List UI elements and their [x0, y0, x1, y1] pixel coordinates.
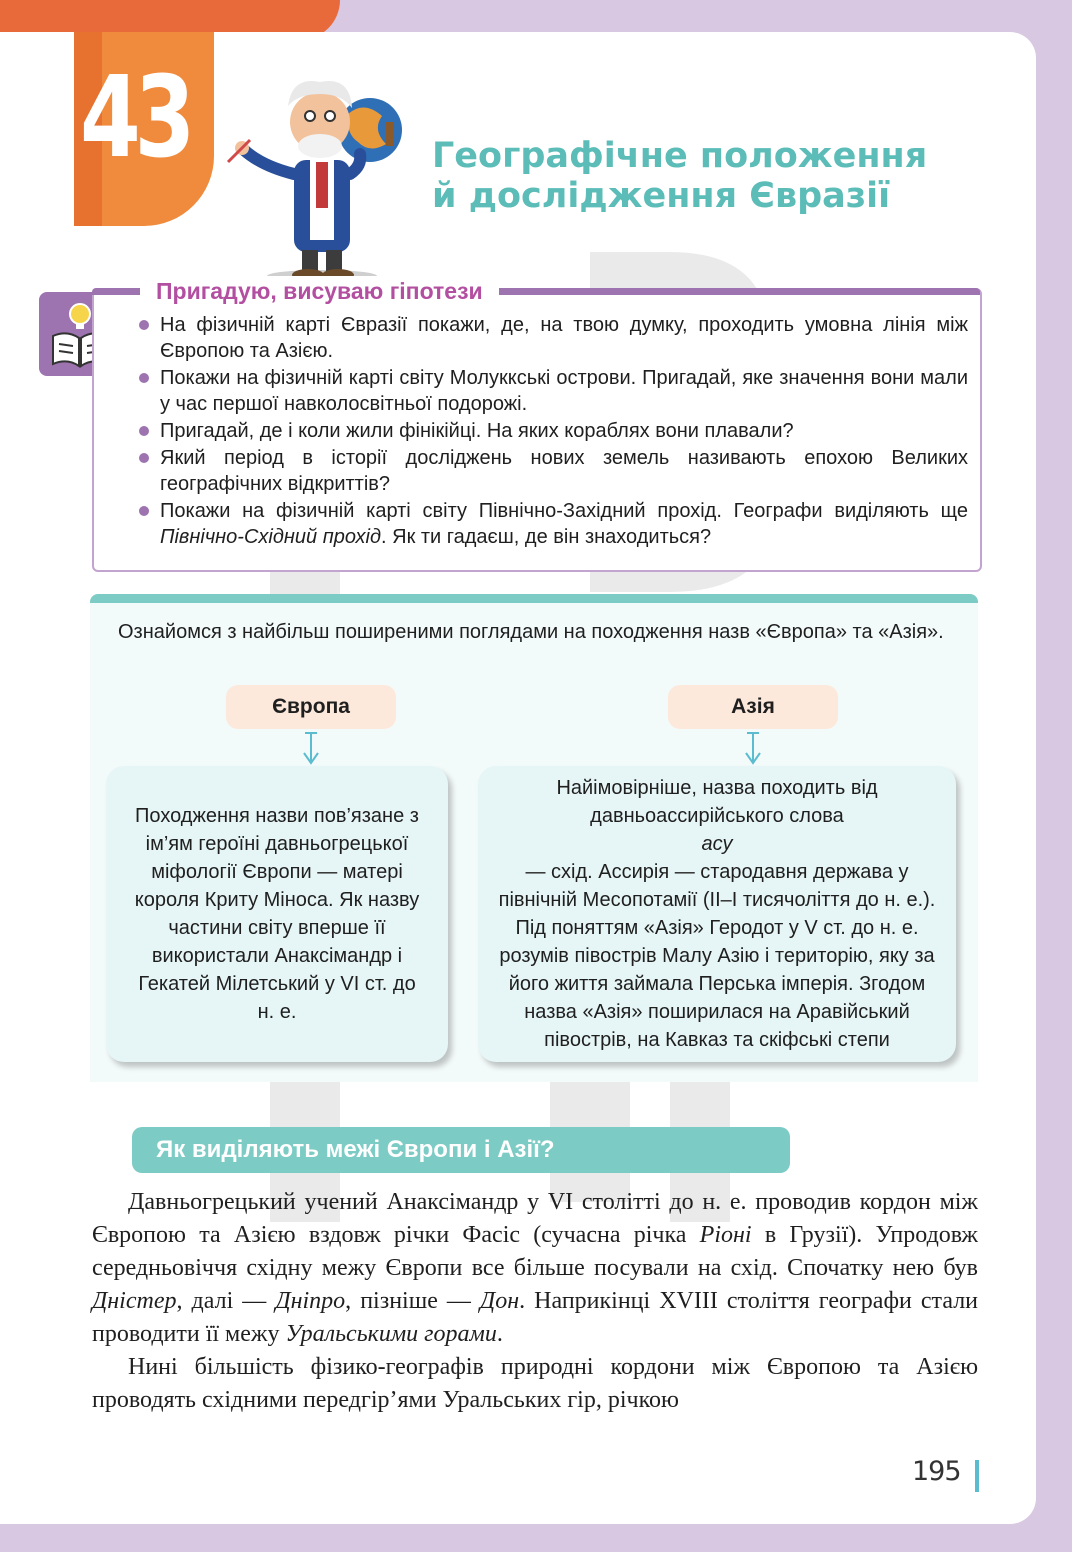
text-run: . Наприкінці XVIII століття географи стали проводити її межу	[92, 1288, 979, 1347]
professor-mascot	[222, 70, 422, 285]
list-item: Який період в історії досліджень нових земель називають епохою Великих географічних відкриттів?	[138, 445, 968, 497]
page-number-bar	[975, 1460, 979, 1492]
list-item: Пригадай, де і коли жили фінікійці. На яких кораблях вони плавали?	[138, 418, 968, 444]
recall-list	[138, 312, 968, 551]
section-heading: Як виділяють межі Європи і Азії?	[132, 1127, 790, 1173]
italic-term: Дністер	[92, 1288, 177, 1314]
list-item	[138, 498, 968, 550]
item5-text-b: . Як ти гадаєш, де він знаходиться?	[381, 526, 712, 548]
paragraph: Нині більшість фізико-географів природні кордони між Європою та Азією проводять східними передгір’ями Уральських гір, річкою	[92, 1354, 978, 1413]
text-run: .	[496, 1321, 503, 1347]
text-run: , пізніше —	[345, 1288, 480, 1314]
page-number: 195	[912, 1456, 961, 1487]
arrow-down-icon	[743, 731, 763, 767]
text-run: Давньогрецький учений Анаксімандр у VI столітті до н. е. проводив кордон між Європою та Азією вздовж річки Фасіс (сучасна річка	[92, 1189, 978, 1248]
lesson-number: 43	[80, 53, 190, 183]
italic-term: Дон	[479, 1288, 520, 1314]
asia-label: Азія	[668, 685, 838, 729]
asia-text-b: — схід. Ассирія — стародавня держава у північній Месопотамії (II–I тисячоліття до н. е.). Під поняттям «Азія» Геродот у V ст. до н. е. розумів півострів Малу Азію і територію, яку за його життя займала Перська імперія. Згодом назва «Азія» поширилася на Аравійський півострів, на Кавказ та скіфські степи	[498, 861, 936, 1051]
italic-term: Уральськими горами	[285, 1321, 497, 1347]
list-item: Покажи на фізичній карті світу Молуккські острови. Пригадай, яке значення вони мали у час першої навколосвітньої подорожі.	[138, 365, 968, 417]
list-item: На фізичній карті Євразії покажи, де, на твою думку, проходить умовна лінія між Європою та Азією.	[138, 312, 968, 364]
asia-text-a: Найімовірніше, назва походить від давньоассирійського слова	[556, 777, 878, 827]
origin-top-line	[90, 594, 978, 603]
italic-term: Дніпро	[275, 1288, 346, 1314]
body-text	[92, 1186, 978, 1417]
recall-heading: Пригадую, висуваю гіпотези	[140, 276, 499, 306]
item5-italic-term: Північно-Східний прохід	[160, 526, 382, 548]
origin-intro: Ознайомся з найбільш поширеними поглядами на походження назв «Європа» та «Азія».	[118, 621, 944, 643]
italic-term: Ріоні	[699, 1222, 752, 1248]
text-run: в Грузії). Упродовж середньовіччя східну межу Європи все більше посували на схід. Спочатку нею був	[92, 1222, 979, 1281]
asia-card-text	[492, 774, 942, 1054]
text-run: , далі —	[176, 1288, 276, 1314]
lesson-title	[432, 136, 992, 216]
paragraph	[92, 1186, 978, 1351]
asia-card	[478, 766, 956, 1062]
europe-card	[106, 766, 448, 1062]
page	[0, 32, 1036, 1524]
title-line-1: Географічне положення	[432, 136, 928, 176]
europe-card-text: Походження назви пов’язане з ім’ям героїні давньогрецької міфології Європи — матері короля Криту Міноса. Як назву частини світу вперше її використали Анаксімандр і Гекатей Мілетський у VI ст. до н. е.	[134, 805, 420, 1023]
europe-label: Європа	[226, 685, 396, 729]
arrow-down-icon	[301, 731, 321, 767]
asia-italic-term: асу	[701, 833, 733, 855]
item5-text-a: Покажи на фізичній карті світу Північно-Західний прохід. Географи виділяють ще	[160, 500, 968, 522]
title-line-2: й дослідження Євразії	[432, 176, 891, 216]
